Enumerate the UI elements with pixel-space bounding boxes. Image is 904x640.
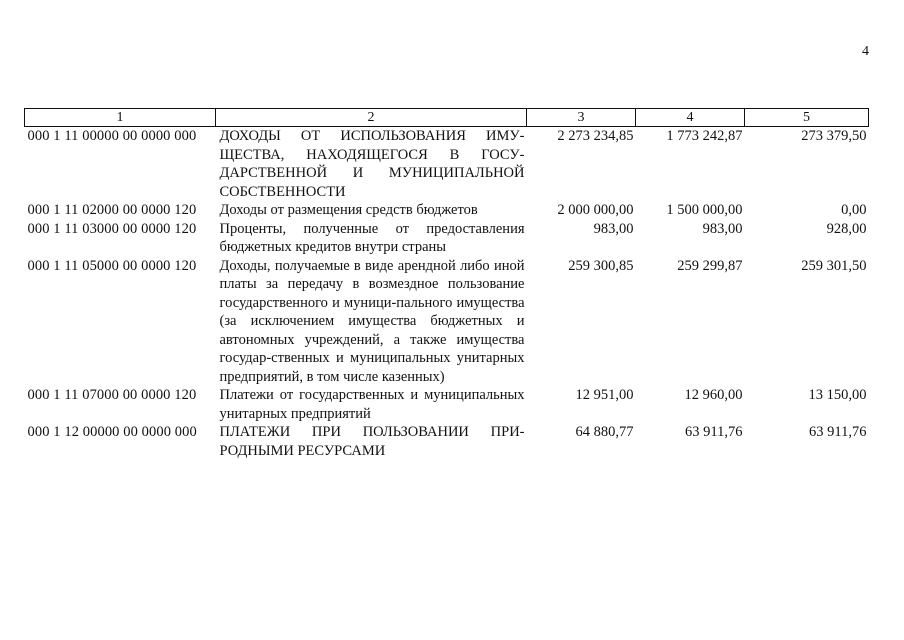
table-row — [25, 127, 869, 202]
table-row — [25, 257, 869, 387]
budget-table — [24, 108, 869, 460]
value-col5: 13 150,00 — [808, 387, 867, 403]
value-col4: 983,00 — [702, 220, 743, 237]
budget-code: 000 1 11 03000 00 0000 120 — [27, 220, 197, 237]
value-col5: 273 379,50 — [801, 128, 867, 144]
budget-code: 000 1 11 02000 00 0000 120 — [27, 202, 197, 218]
value-col4: 63 911,76 — [685, 424, 743, 440]
table-row — [25, 201, 869, 220]
revenue-name: ПЛАТЕЖИ ПРИ ПОЛЬЗОВАНИИ ПРИ-РОДНЫМИ РЕСУРСАМИ — [219, 424, 525, 459]
value-col4: 12 960,00 — [684, 387, 743, 403]
value-col3: 2 000 000,00 — [557, 202, 634, 218]
value-col3: 64 880,77 — [575, 424, 634, 440]
value-col5: 259 301,50 — [801, 257, 867, 274]
column-header-4: 4 — [636, 109, 745, 127]
revenue-name: Проценты, полученные от предоставления бюджетных кредитов внутри страны — [219, 220, 525, 255]
budget-code: 000 1 12 00000 00 0000 000 — [27, 424, 197, 440]
revenue-name: ДОХОДЫ ОТ ИСПОЛЬЗОВАНИЯ ИМУ-ЩЕСТВА, НАХОДЯЩЕГОСЯ В ГОСУ-ДАРСТВЕННОЙ И МУНИЦИПАЛЬНОЙ СОБСТВЕННОСТИ — [219, 128, 525, 200]
budget-code: 000 1 11 05000 00 0000 120 — [27, 257, 197, 274]
table-header-row — [25, 109, 869, 127]
revenue-name: Доходы от размещения средств бюджетов — [219, 202, 478, 218]
value-col3: 983,00 — [593, 220, 634, 237]
value-col3: 259 300,85 — [568, 257, 634, 274]
value-col4: 1 773 242,87 — [666, 128, 743, 144]
value-col3: 12 951,00 — [575, 387, 634, 403]
table-row — [25, 220, 869, 257]
page-number: 4 — [862, 44, 869, 59]
budget-code: 000 1 11 00000 00 0000 000 — [27, 128, 197, 144]
value-col5: 63 911,76 — [809, 424, 867, 440]
revenue-name: Платежи от государственных и муниципальных унитарных предприятий — [219, 387, 525, 422]
table-row — [25, 423, 869, 460]
value-col3: 2 273 234,85 — [557, 128, 634, 144]
value-col5: 928,00 — [826, 220, 867, 237]
revenue-name: Доходы, получаемые в виде арендной либо иной платы за передачу в возмездное пользование государственного и муници-пального имущества (за исключением имущества бюджетных и автономных учреждений, а также имущества государ-ственных и муниципальных унитарных предприятий, в том числе казенных) — [219, 257, 525, 385]
value-col4: 1 500 000,00 — [666, 202, 743, 218]
table-row — [25, 386, 869, 423]
column-header-2: 2 — [216, 109, 527, 127]
column-header-3: 3 — [527, 109, 636, 127]
column-header-5: 5 — [745, 109, 869, 127]
column-header-1: 1 — [25, 109, 216, 127]
budget-code: 000 1 11 07000 00 0000 120 — [27, 387, 197, 403]
value-col4: 259 299,87 — [677, 257, 743, 274]
value-col5: 0,00 — [841, 202, 867, 218]
